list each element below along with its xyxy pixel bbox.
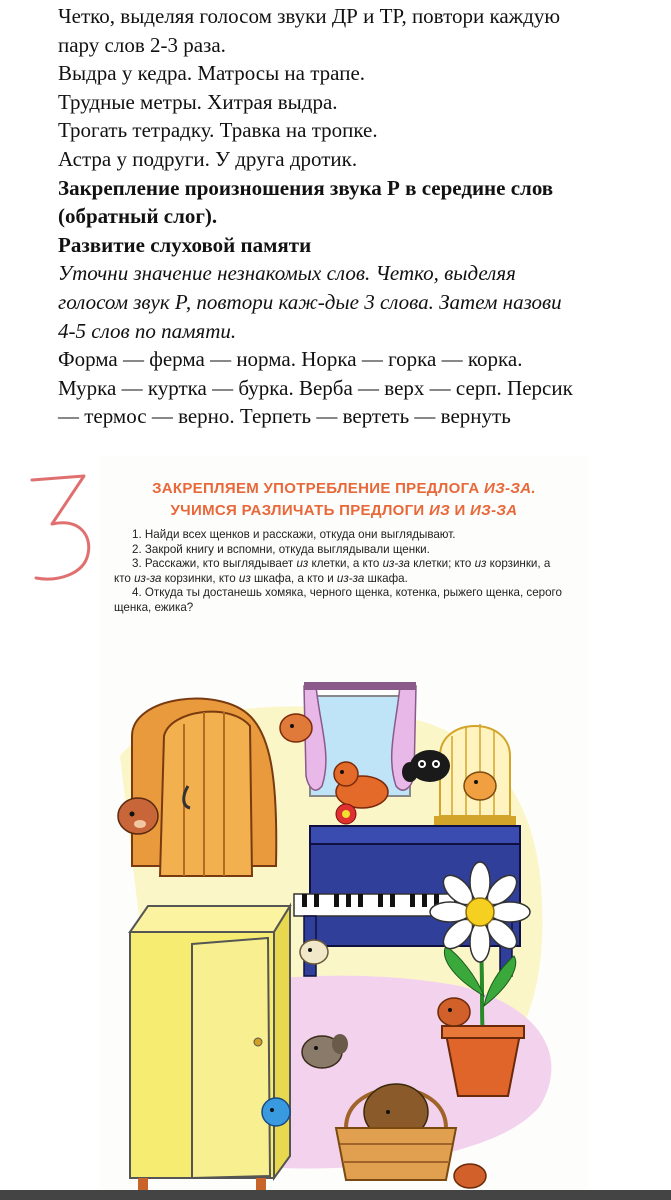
text-line: Астра у подруги. У друга дротик. xyxy=(58,146,358,171)
words-line: — термос — верно. Терпеть — вертеть — вернуть xyxy=(58,404,511,429)
instruction-line: Уточни значение незнакомых слов. Четко, выделяя xyxy=(58,261,516,286)
blue-kitten-in-wardrobe xyxy=(262,1098,290,1126)
task-text: клетки; кто xyxy=(410,557,475,571)
text-line: Четко, выделяя голосом звуки ДР и ТР, повтори каждую xyxy=(58,4,561,28)
task-list xyxy=(114,528,564,616)
title-text: И xyxy=(450,502,471,519)
title-text: ИЗ-ЗА xyxy=(470,502,518,519)
text-line: пару слов 2-3 раза. xyxy=(58,32,226,57)
task-item: 1. Найди всех щенков и расскажи, откуда они выглядывают. xyxy=(132,528,456,541)
task-text: корзинки, кто xyxy=(161,571,239,585)
task-item xyxy=(114,557,564,586)
task-text: из-за xyxy=(336,571,365,585)
task-text: 3. Расскажи, кто выглядывает xyxy=(132,557,297,571)
words-line: Форма — ферма — норма. Норка — горка — корка. xyxy=(58,347,523,372)
handwritten-number-3 xyxy=(28,474,98,584)
puppy-behind-door xyxy=(118,798,158,834)
title-text: ИЗ xyxy=(428,502,451,519)
title-text: ИЗ-ЗА. xyxy=(484,480,536,497)
task-text: корзинки, а кто xyxy=(114,557,551,585)
section-heading: Развитие слуховой памяти xyxy=(58,232,312,257)
illustration xyxy=(100,676,570,1190)
task-text: из-за xyxy=(134,571,162,585)
task-item: 2. Закрой книгу и вспомни, откуда выглядывали щенки. xyxy=(132,542,430,556)
task-text: из-за xyxy=(382,557,410,571)
instruction-line: 4-5 слов по памяти. xyxy=(58,318,237,343)
red-flower xyxy=(336,804,356,824)
title-text: УЧИМСЯ РАЗЛИЧАТЬ ПРЕДЛОГИ xyxy=(170,502,429,519)
instruction-line: голосом звук Р, повтори каж-дые 3 слова. Затем назови xyxy=(58,289,562,314)
task-text: из xyxy=(474,557,487,571)
document-text xyxy=(58,2,658,431)
task-text: клетки, а кто xyxy=(308,557,383,571)
puppy-under-piano xyxy=(300,940,328,964)
task-text: из xyxy=(238,571,251,585)
red-puppy-by-pot xyxy=(438,998,470,1026)
door xyxy=(132,699,276,876)
section-heading: Закрепление произношения звука Р в середине слов xyxy=(58,175,554,200)
red-puppy-by-basket xyxy=(454,1164,486,1188)
text-line: Выдра у кедра. Матросы на трапе. xyxy=(58,61,366,86)
words-line: Мурка — куртка — бурка. Верба — верх — серп. Персик xyxy=(58,375,573,400)
page-title-line-1 xyxy=(100,480,588,497)
section-heading: (обратный слог). xyxy=(58,204,218,229)
text-line: Трудные метры. Хитрая выдра. xyxy=(58,89,338,114)
task-text: шкафа. xyxy=(364,571,408,585)
wardrobe xyxy=(130,906,290,1190)
text-line: Трогать тетрадку. Травка на тропке. xyxy=(58,118,378,143)
page-title-line-2 xyxy=(100,502,588,519)
puppy-near-window xyxy=(280,714,312,742)
task-text: шкафа, а кто и xyxy=(250,571,337,585)
task-text: из xyxy=(296,557,309,571)
title-text: ЗАКРЕПЛЯЕМ УПОТРЕБЛЕНИЕ ПРЕДЛОГА xyxy=(152,480,485,497)
bottom-bar xyxy=(0,1190,671,1200)
task-item: 4. Откуда ты достанешь хомяка, черного щенка, котенка, рыжего щенка, серого щенка, ежика? xyxy=(114,586,562,614)
